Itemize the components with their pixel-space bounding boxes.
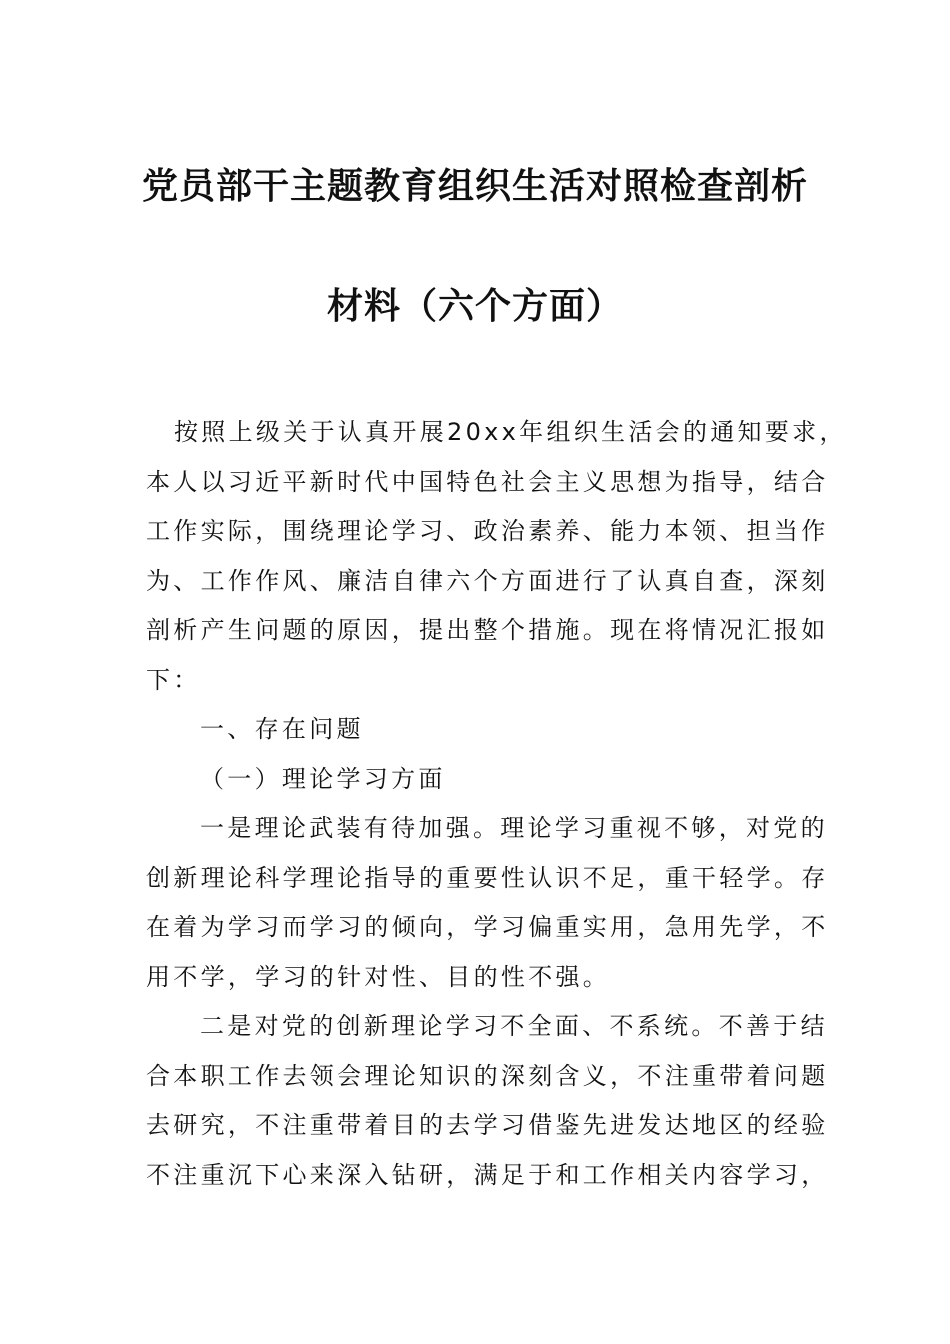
paragraph-line: 去研究，不注重带着目的去学习借鉴先进发达地区的经验 — [146, 1111, 829, 1139]
paragraph-line: 不注重沉下心来深入钻研，满足于和工作相关内容学习， — [146, 1160, 829, 1189]
body-paragraph-2 — [146, 1002, 829, 1200]
paragraph-line: 创新理论科学理论指导的重要性认识不足，重干轻学。存 — [146, 863, 829, 892]
paragraph-line: 二是对党的创新理论学习不全面、不系统。不善于结 — [200, 1012, 828, 1040]
document-title-line-2: 材料（六个方面） — [326, 286, 623, 327]
paragraph-line: 下： — [146, 665, 201, 694]
paragraph-line: 在着为学习而学习的倾向，学习偏重实用，急用先学，不 — [146, 913, 829, 941]
paragraph-line: 本人以习近平新时代中国特色社会主义思想为指导，结合 — [146, 467, 829, 496]
document-title-line-1: 党员部干主题教育组织生活对照检查剖析 — [141, 166, 808, 207]
paragraph-line: 按照上级关于认真开展20xx年组织生活会的通知要求， — [174, 418, 847, 446]
paragraph-line: 合本职工作去领会理论知识的深刻含义，不注重带着问题 — [146, 1061, 829, 1090]
body-paragraph-1 — [146, 804, 829, 1002]
paragraph-line: 为、工作作风、廉洁自律六个方面进行了认真自查，深刻 — [146, 566, 829, 595]
document-body — [146, 408, 847, 1200]
paragraph-line: 剖析产生问题的原因，提出整个措施。现在将情况汇报如 — [146, 616, 829, 644]
intro-paragraph — [146, 408, 847, 705]
paragraph-line: 一是理论武装有待加强。理论学习重视不够，对党的 — [200, 814, 828, 842]
subsection-heading: （一）理论学习方面 — [200, 764, 446, 793]
paragraph-line: 用不学，学习的针对性、目的性不强。 — [146, 962, 611, 991]
paragraph-line: 工作实际，围绕理论学习、政治素养、能力本领、担当作 — [146, 517, 829, 545]
section-heading: 一、存在问题 — [200, 715, 364, 743]
